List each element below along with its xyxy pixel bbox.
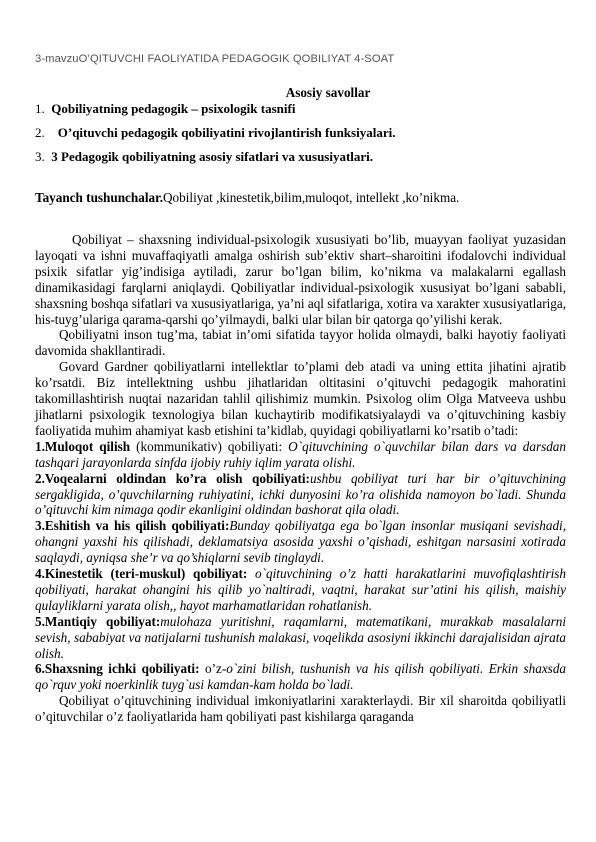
questions-title: Asosiy savollar — [285, 85, 371, 100]
questions-list — [35, 101, 565, 173]
page-header: 3-mavzuO’QITUVCHI FAOLIYATIDA PEDAGOGIK QOBILIYAT 4-SOAT — [35, 53, 395, 65]
paragraph: Qobiliyatni inson tug’ma, tabiat in’omi sifatida tayyor holida olmaydi, balki hayotiy faoliyati davomida shakllantiradi. — [35, 327, 566, 359]
ability-item — [35, 471, 566, 519]
question-item — [35, 101, 565, 125]
ability-label: 6.Shaxsning ichki qobiliyati: — [35, 661, 200, 677]
ability-text: ushbu qobiliyat turi har bir o’qituvchining sergakligida, o’quvchilarning ruhiyatini, ichki dunyosini ko’ra olishida namoyon bo`ladi. Shunda o’qituvchi kim nimaga qodir ekanligini oldindan bashorat qila oladi. — [35, 470, 566, 518]
ability-item — [35, 614, 566, 662]
ability-label: 3.Eshitish va his qilish qobiliyati: — [35, 518, 230, 534]
paragraph: Govard Gardner qobiliyatlarni intellektlar to’plami deb atadi va uning ettita jihatini ajratib ko’rsatdi. Biz intellektning ushbu jihatlaridan oltitasini o’qituvchi pedagogik mahoratini takomillashtirish nuqtai nazaridan tahlil qilishimiz mumkin. Psixolog olim Olga Matveeva ushbu jihatlarni psixologik texnologiya bilan kuchaytirib modifikatsiyalaydi va o’qituvchining kasbiy faoliyatida muhim ahamiyat kasb etishini ta’kidlab, quyidagi qobiliyatlarni ko’rsatib o’tadi: — [35, 359, 566, 438]
ability-text: O`qituvchining o`quvchilar bilan dars va darsdan tashqari jarayonlarda sinfda ijobiy ruhiy iqlim yarata olishi. — [35, 438, 566, 470]
question-number: 3. — [35, 149, 45, 164]
key-terms — [35, 190, 565, 206]
ability-text: Bunday qobiliyatga ega bo`lgan insonlar musiqani sevishadi, ohangni yaxshi his qilishadi, deklamatsiya asosida yaxshi o’qishadi, eshitgan narsasini xotirada saqlaydi, ayniqsa she’r va qo’shiqlarni sevib tinglaydi. — [35, 518, 567, 566]
question-item — [35, 125, 565, 149]
ability-text: o`zini bilish, tushunish va his qilish qobiliyati. Erkin shaxsda qo`rquv yoki noerkinlik tuyg`usi kamdan-kam holda bo`ladi. — [35, 661, 567, 693]
question-text: 3 Pedagogik qobiliyatning asosiy sifatlari va xususiyatlari. — [51, 149, 374, 164]
question-text: O’qituvchi pedagogik qobiliyatini rivojlantirish funksiyalari. — [57, 125, 396, 140]
ability-item — [35, 661, 566, 693]
question-text: Qobiliyatning pedagogik – psixologik tasnifi — [51, 101, 296, 116]
ability-mid: o’z- — [199, 661, 227, 677]
ability-mid: (kommunikativ) qobiliyati: — [130, 438, 289, 454]
paragraph: Qobiliyat – shaxsning individual-psixologik xususiyati bo’lib, muayyan faoliyat yuzasidan layoqati va ishni muvaffaqiyatli amalga oshirish sub’ektiv shart–sharoitini ifodalovchi individual psixik sifatlar yig’indisiga aytiladi, zarur bo’lgan bilim, ko’nikma va malakalarni egallash dinamikasidagi farqlarni aniqlaydi. Qobiliyatlar individual-psixologik xususiyat bo’lgani sababli, shaxsning boshqa sifatlari va xususiyatlariga, ya’ni aql sifatlariga, xotira va xarakter xususiyatlariga, his-tuyg’ulariga qarama-qarshi qo’yilmaydi, balki ular bilan bir qatorga qo’yilishi kerak. — [35, 232, 567, 327]
key-terms-label: Tayanch tushunchalar. — [35, 190, 164, 205]
paragraph: Qobiliyat o’qituvchining individual imkoniyatlarini xarakterlaydi. Bir xil sharoitda qobiliyatli o’qituvchilar o’z faoliyatlarida ham qobiliyati past kishilarga qaraganda — [35, 693, 566, 725]
question-item — [35, 149, 565, 173]
ability-label: 1.Muloqot qilish — [35, 438, 131, 454]
ability-item — [35, 566, 566, 614]
ability-text: mulohaza yuritishni, raqamlarni, matematikani, murakkab masalalarni sevish, sababiyat va natijalarni tushunish malakasi, voqelikda asosiyni ikkinchi darajalisidan ajrata olish. — [35, 613, 566, 661]
body-text — [35, 232, 566, 725]
question-number: 2. — [35, 125, 45, 140]
ability-item — [35, 518, 566, 566]
ability-text: o`qituvchining o’z hatti harakatlarini muvofiqlashtirish qobiliyati, harakat ohangini his qilib yo`naltiradi, vaqtni, harakat sur’atini his qilish, maishiy qulayliklarni yarata olish,, hayot marhamatlaridan rohatlanish. — [35, 566, 566, 613]
question-number: 1. — [35, 101, 45, 116]
ability-label: 4.Kinestetik (teri-muskul) qobiliyat: — [35, 566, 248, 582]
key-terms-text: Qobiliyat ,kinestetik,bilim,muloqot, intellekt ,ko’nikma. — [163, 190, 460, 205]
ability-label: 5.Mantiqiy qobiliyat: — [35, 613, 161, 629]
ability-item — [35, 439, 566, 471]
ability-label: 2.Voqealarni oldindan ko’ra olish qobiliyati: — [35, 470, 310, 486]
